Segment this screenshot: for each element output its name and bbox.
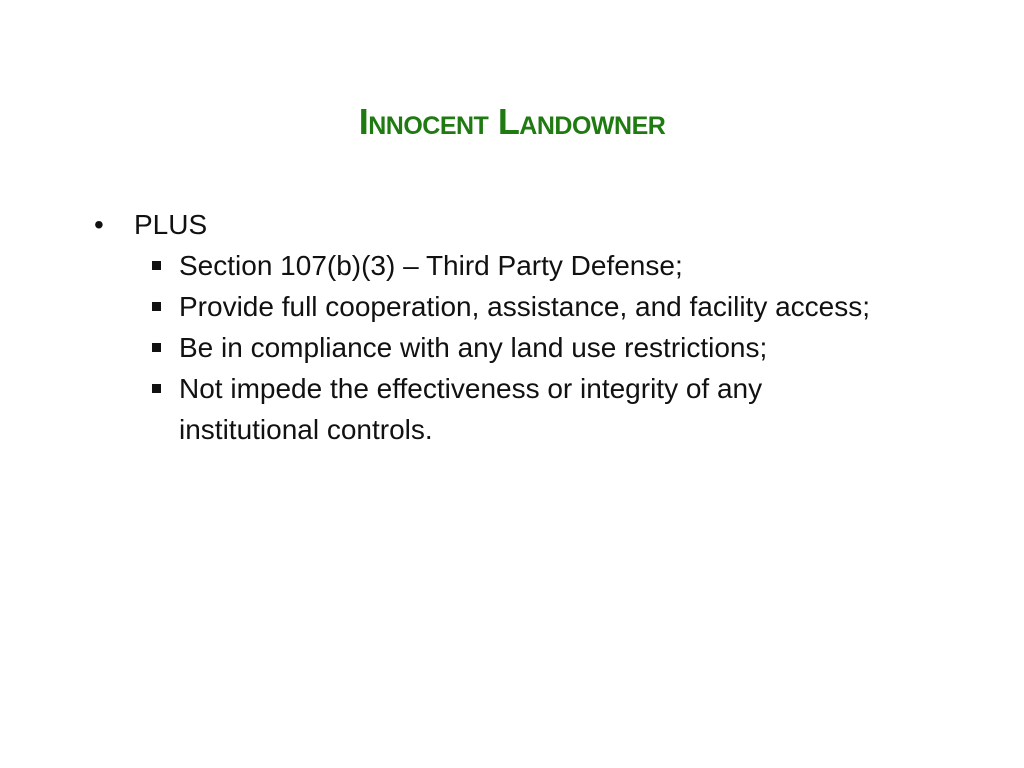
sub-list-item	[134, 286, 890, 327]
sub-list-item-text: Provide full cooperation, assistance, and facility access;	[179, 291, 871, 322]
sub-list-item-text: Not impede the effectiveness or integrity of any institutional controls.	[179, 373, 763, 445]
square-bullet-icon	[152, 302, 161, 311]
sub-list-item	[134, 327, 890, 368]
bullet-list	[90, 205, 890, 450]
sub-list-item	[134, 245, 890, 286]
square-bullet-icon	[152, 343, 161, 352]
slide-title: Innocent Landowner	[358, 101, 666, 142]
square-bullet-icon	[152, 261, 161, 270]
square-bullet-icon	[152, 384, 161, 393]
list-item-plus	[90, 205, 890, 450]
list-item-label: PLUS	[134, 209, 208, 240]
sub-list-item-text: Be in compliance with any land use restrictions;	[179, 332, 768, 363]
sub-bullet-list	[134, 245, 890, 450]
round-bullet-icon: •	[94, 209, 104, 240]
sub-list-item	[134, 368, 890, 450]
sub-list-item-text: Section 107(b)(3) – Third Party Defense;	[179, 250, 683, 281]
